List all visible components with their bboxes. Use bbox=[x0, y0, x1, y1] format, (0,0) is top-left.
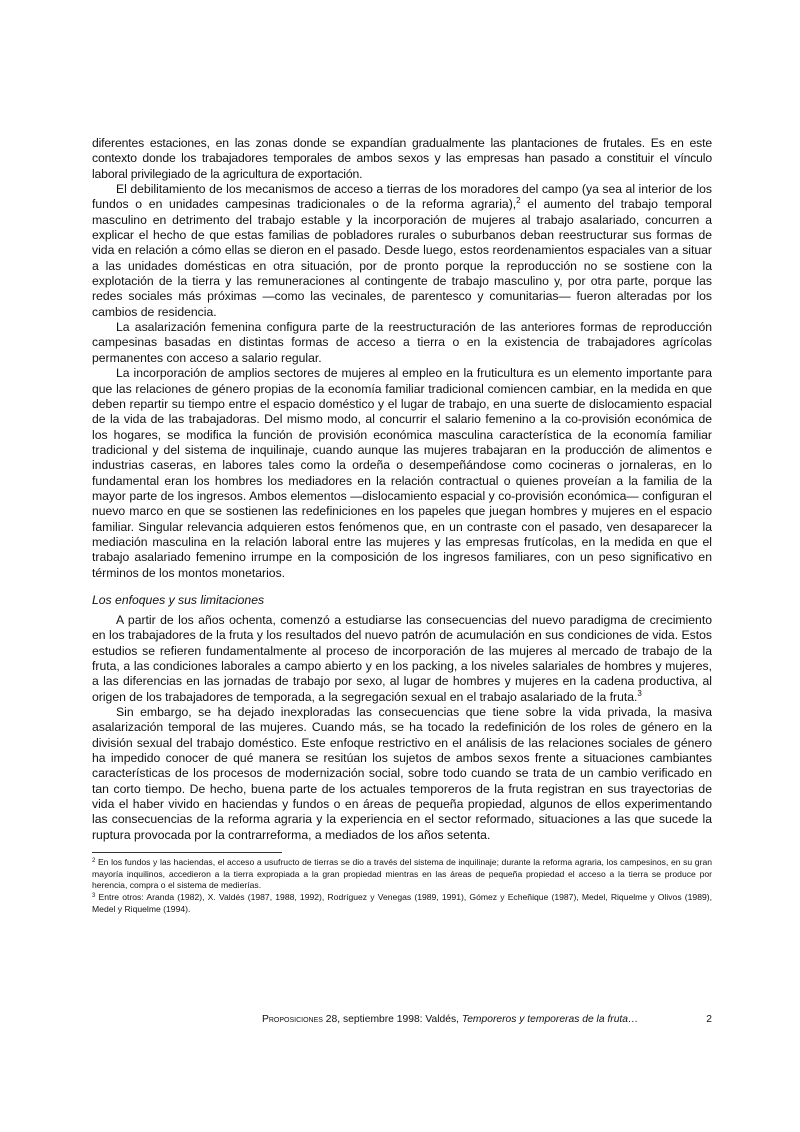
section-heading: Los enfoques y sus limitaciones bbox=[92, 592, 265, 607]
paragraph-text: A partir de los años ochenta, comenzó a estudiarse las consecuencias del nuevo paradigma de crecimiento en los trabajadores de la fruta y los resultados del nuevo patrón de acumulación en sus condiciones de vida. Estos estudios se refieren fundamentalmente al proceso de incorporación de las mujeres al mercado de trabajo de la fruta, a las condiciones laborales a campo abierto y en los packing, a los niveles salariales de hombres y mujeres, a las diferencias en las jornadas de trabajo por sexo, al lugar de hombres y mujeres en la cadena productiva, al origen de los trabajadores de temporada, a la segregación sexual en el trabajo asalariado de la fruta. bbox=[92, 612, 712, 704]
page-number: 2 bbox=[706, 1014, 712, 1025]
body-text bbox=[92, 136, 712, 581]
section-body bbox=[92, 613, 712, 843]
paragraph-text: El debilitamiento de los mecanismos de acceso a tierras de los moradores del campo (ya sea al interior de los fundos o en unidades campesinas tradicionales o de la reforma agraria), bbox=[92, 182, 712, 212]
document-page bbox=[92, 136, 712, 915]
paragraph-text: el aumento del trabajo temporal masculino en detrimento del trabajo estable y la incorporación de mujeres al trabajo asalariado, concurren a explicar el hecho de que estas familias de pobladores rurales o suburbanos deban reestructurar sus formas de vida en relación a cómo ellas se dieron en el pasado. Desde luego, estos reordenamientos espaciales van a situar a las unidades domésticas en otra situación, por de pronto porque la reproducción no se sostiene con la explotación de la tierra y las remuneraciones al contingente de trabajo masculino y, por otra parte, porque las redes sociales más próximas —como las vecinales, de parentesco y comunitarias— fueron alteradas por los cambios de residencia. bbox=[92, 197, 712, 319]
paragraph-continuation: diferentes estaciones, en las zonas donde se expandían gradualmente las plantaciones de frutales. Es en este contexto donde los trabajadores temporales de ambos sexos y las empresas han pasado a constituir el vínculo laboral privilegiado de la agricultura de exportación. bbox=[92, 136, 712, 181]
paragraph-female-wage-labor: La asalarización femenina configura parte de la reestructuración de las anteriores formas de reproducción campesinas basadas en distintas formas de acceso a tierra o en la existencia de trabajadores agrícolas permanentes con acceso a salario regular. bbox=[92, 320, 712, 365]
footer-citation: 28, septiembre 1998: Valdés, bbox=[322, 1014, 462, 1025]
paragraph-fruit-employment: La incorporación de amplios sectores de mujeres al empleo en la fruticultura es un elemento importante para que las relaciones de género propias de la economía familiar tradicional comiencen cambiar, en la medida en que deben repartir su tiempo entre el espacio doméstico y el lugar de trabajo, en una suerte de dislocamiento espacial de la vida de las trabajadoras. Del mismo modo, al concurrir el salario femenino a la co-provisión económica de los hogares, se modifica la función de provisión económica masculina característica de la economía familiar tradicional y del sistema de inquilinaje, cuando aunque las mujeres trabajaran en la producción de alimentos e industrias caseras, en labores tales como la ordeña o desempeñándose como cocineras o jornaleras, en lo fundamental eran los hombres los mediadores en la relación contractual o quienes proveían a la familia de la mayor parte de los ingresos. Ambos elementos —dislocamiento espacial y co-provisión económica— configuran el nuevo marco en que se sostienen las redefiniciones en los papeles que juegan hombres y mujeres en el espacio familiar. Singular relevancia adquieren estos fenómenos que, en un contraste con el pasado, ven desaparecer la mediación masculina en la relación laboral entre las mujeres y las empresas frutícolas, en la medida en que el trabajo asalariado femenino irrumpe en la composición de los ingresos familiares, con un peso significativo en términos de los montos monetarios. bbox=[92, 366, 712, 580]
footnote-ref-3[interactable]: 3 bbox=[637, 688, 642, 698]
footnote-text: Entre otros: Aranda (1982), X. Valdés (1987, 1988, 1992), Rodríguez y Venegas (1989, 1991), Gómez y Echeñique (1987), Medel, Riquelme y Olivos (1989), Medel y Riquelme (1994). bbox=[92, 891, 713, 914]
footnote-3 bbox=[92, 892, 712, 915]
footnote-2 bbox=[92, 857, 712, 892]
paragraph-land-access bbox=[92, 182, 712, 320]
page-footer bbox=[262, 1014, 712, 1025]
journal-name: Proposiciones bbox=[262, 1014, 323, 1025]
paragraph-unexplored-consequences: Sin embargo, se ha dejado inexploradas las consecuencias que tiene sobre la vida privada, la masiva asalarización temporal de las mujeres. Cuando más, se ha tocado la redefinición de los roles de género en la división sexual del trabajo doméstico. Este enfoque restrictivo en el análisis de las relaciones sociales de género ha impedido conocer de qué manera se resitúan los sujetos de ambos sexos frente a situaciones cambiantes características de los procesos de modernización social, sobre todo cuando se trata de un cambio verificado en tan corto tiempo. De hecho, buena parte de los actuales temporeros de la fruta registran en sus trayectorias de vida el haber vivido en haciendas y fundos o en áreas de pequeña propiedad, algunos de ellos experimentando las consecuencias de la reforma agraria y la experiencia en el sector reformado, situaciones a las que sucede la ruptura provocada por la contrarreforma, a mediados de los años setenta. bbox=[92, 705, 712, 842]
footnote-divider bbox=[92, 852, 282, 853]
footnote-marker: 2 bbox=[92, 858, 96, 865]
footnote-ref-2[interactable]: 2 bbox=[516, 196, 521, 206]
article-title: Temporeros y temporeras de la fruta… bbox=[461, 1014, 639, 1025]
footnote-text: En los fundos y las haciendas, el acceso a usufructo de tierras se dio a través del sistema de inquilinaje; durante la reforma agraria, los campesinos, en su gran mayoría inquilinos, accedieron a la tierra expropiada a la gran propiedad mientras en las áreas de pequeña propiedad el acceso a la tierra se produce por herencia, compra o el sistema de medierías. bbox=[92, 857, 712, 891]
footnote-marker: 3 bbox=[92, 892, 96, 899]
paragraph-eighties-studies bbox=[92, 613, 712, 705]
